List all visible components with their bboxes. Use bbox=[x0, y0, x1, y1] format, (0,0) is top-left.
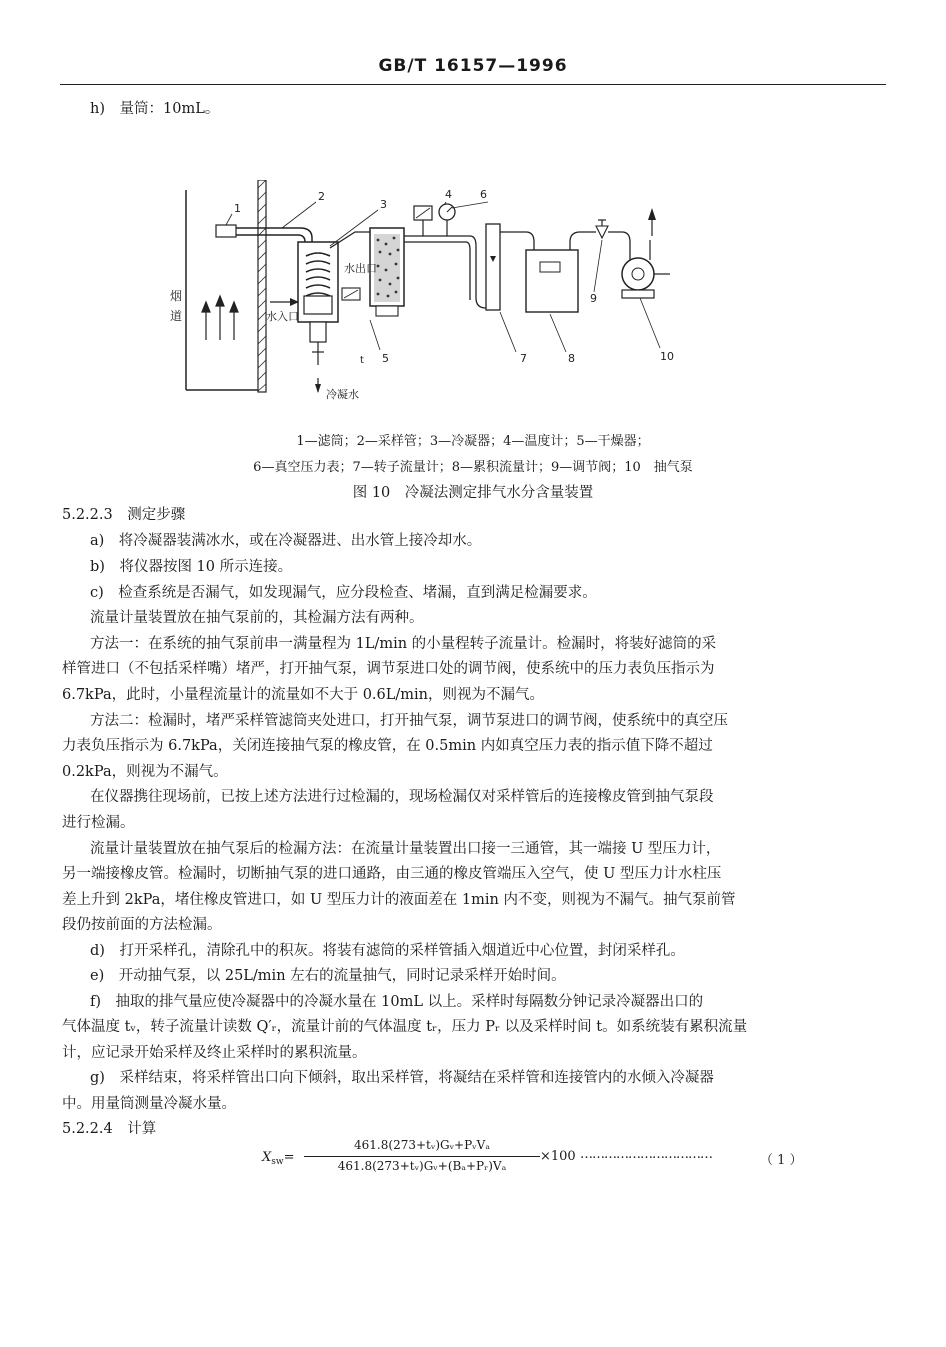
item-g-line-1: g) 采样结束，将采样管出口向下倾斜，取出采样管，将凝结在采样管和连接管内的水倾入冷凝器 bbox=[90, 1070, 714, 1086]
item-b: b) 将仪器按图 10 所示连接。 bbox=[90, 559, 293, 575]
method1-line-2: 样管进口（不包括采样嘴）堵严，打开抽气泵，调节泵进口处的调节阀，使系统中的压力表负压指示为 bbox=[62, 661, 715, 677]
header-rule bbox=[60, 84, 886, 85]
flow-after-line-2: 另一端接橡皮管。检漏时，切断抽气泵的进口通路，由三通的橡皮管端压入空气，使 U 型压力计水柱压 bbox=[62, 866, 722, 882]
section-5-2-2-3-heading: 5.2.2.3 测定步骤 bbox=[62, 507, 186, 523]
item-d: d) 打开采样孔，清除孔中的积灰。将装有滤筒的采样管插入烟道近中心位置，封闭采样孔。 bbox=[90, 943, 685, 959]
figure-label-5: 5 bbox=[382, 352, 389, 365]
item-f-line-3: 计，应记录开始采样及终止采样时的累积流量。 bbox=[62, 1045, 367, 1061]
figure-label-8: 8 bbox=[568, 352, 575, 365]
item-c: c) 检查系统是否漏气，如发现漏气，应分段检查、堵漏，直到满足检漏要求。 bbox=[90, 585, 597, 601]
figure-label-2: 2 bbox=[318, 190, 325, 203]
accumulating-flow-meter bbox=[526, 250, 578, 312]
figure-title: 图 10 冷凝法测定排气水分含量装置 bbox=[352, 485, 594, 501]
method1-line-3: 6.7kPa，此时，小量程流量计的流量如不大于 0.6L/min，则视为不漏气。 bbox=[62, 687, 545, 703]
method2-line-3: 0.2kPa，则视为不漏气。 bbox=[62, 764, 228, 780]
formula-lhs bbox=[262, 1150, 295, 1167]
formula-numerator: 461.8(273+tᵥ)Gᵥ+PᵥVₐ bbox=[354, 1138, 490, 1152]
item-g-line-2: 中。用量筒测量冷凝水量。 bbox=[62, 1096, 236, 1112]
flue-wall bbox=[258, 180, 266, 392]
water-outlet-label: 水出口 bbox=[344, 262, 377, 275]
page-header: GB/T 16157—1996 bbox=[378, 56, 568, 76]
figure-label-3: 3 bbox=[380, 198, 387, 211]
formula-lhs-symbol: X bbox=[262, 1150, 272, 1165]
figure-10-diagram bbox=[170, 180, 690, 405]
formula-equals: = bbox=[283, 1150, 295, 1165]
formula-number: （ 1 ） bbox=[760, 1153, 803, 1168]
leader-lines bbox=[226, 202, 660, 352]
para-flow-before-pump: 流量计量装置放在抽气泵前的，其检漏方法有两种。 bbox=[90, 610, 424, 626]
figure-label-6: 6 bbox=[480, 188, 487, 201]
item-f-line-2: 气体温度 tᵥ，转子流量计读数 Q′ᵣ，流量计前的气体温度 tᵣ，压力 Pᵣ 以及采样时间 t。如系统装有累积流量 bbox=[62, 1019, 748, 1035]
method2-line-2: 力表负压指示为 6.7kPa，关闭连接抽气泵的橡皮管，在 0.5min 内如真空压力表的指示值下降不超过 bbox=[62, 738, 713, 754]
cooling-water-label: 冷凝水 bbox=[326, 388, 359, 401]
air-pump bbox=[622, 258, 654, 290]
flow-after-line-3: 差上升到 2kPa，堵住橡皮管进口，如 U 型压力计的液面差在 1min 内不变，则视为不漏气。抽气泵前管 bbox=[62, 892, 736, 908]
item-h: h) 量筒：10mL。 bbox=[90, 101, 220, 117]
flue-label-2: 道 bbox=[170, 309, 183, 323]
item-e: e) 开动抽气泵，以 25L/min 左右的流量抽气，同时记录采样开始时间。 bbox=[90, 968, 566, 984]
figure-legend-line-1: 1—滤筒；2—采样管；3—冷凝器；4—温度计；5—干燥器； bbox=[296, 434, 650, 449]
flue-gas-arrows bbox=[202, 296, 238, 340]
method1-line-1: 方法一：在系统的抽气泵前串一满量程为 1L/min 的小量程转子流量计。检漏时，将装好滤筒的采 bbox=[90, 636, 717, 652]
rotameter bbox=[486, 224, 500, 310]
figure-label-10: 10 bbox=[660, 350, 674, 363]
formula-leader-dots: …………………………… bbox=[580, 1147, 712, 1162]
figure-label-1: 1 bbox=[234, 202, 241, 215]
figure-legend-line-2: 6—真空压力表；7—转子流量计；8—累积流量计；9—调节阀；10 抽气泵 bbox=[253, 460, 693, 475]
flow-after-line-4: 段仍按前面的方法检漏。 bbox=[62, 917, 222, 933]
method2-line-1: 方法二：检漏时，堵严采样管滤筒夹处进口，打开抽气泵，调节泵进口的调节阀，使系统中的真空压 bbox=[90, 713, 728, 729]
flue-label-1: 烟 bbox=[170, 289, 183, 303]
figure-label-9: 9 bbox=[590, 292, 597, 305]
section-5-2-2-4-heading: 5.2.2.4 计算 bbox=[62, 1121, 157, 1137]
figure-label-4: 4 bbox=[445, 188, 452, 201]
flow-after-line-1: 流量计量装置放在抽气泵后的检漏方法：在流量计量装置出口接一三通管，其一端接 U 型压力计， bbox=[90, 841, 721, 857]
field-check-line-1: 在仪器携往现场前，已按上述方法进行过检漏的，现场检漏仅对采样管后的连接橡皮管到抽气泵段 bbox=[90, 789, 714, 805]
formula-lhs-subscript: sw bbox=[271, 1157, 284, 1167]
item-a: a) 将冷凝器装满冰水，或在冷凝器进、出水管上接冷却水。 bbox=[90, 533, 482, 549]
formula-multiplier: ×100 bbox=[540, 1149, 576, 1164]
filter-cartridge bbox=[216, 225, 236, 237]
regulating-valve bbox=[596, 226, 608, 238]
formula-fraction-bar bbox=[304, 1156, 540, 1157]
formula-denominator: 461.8(273+tᵥ)Gᵥ+(Bₐ+Pᵣ)Vₐ bbox=[337, 1159, 507, 1173]
figure-label-7: 7 bbox=[520, 352, 527, 365]
water-inlet-label: 水入口 bbox=[266, 310, 299, 323]
figure-label-t: t bbox=[360, 355, 364, 366]
field-check-line-2: 进行检漏。 bbox=[62, 815, 135, 831]
item-f-line-1: f) 抽取的排气量应使冷凝器中的冷凝水量在 10mL 以上。采样时每隔数分钟记录冷凝器出口的 bbox=[90, 994, 704, 1010]
